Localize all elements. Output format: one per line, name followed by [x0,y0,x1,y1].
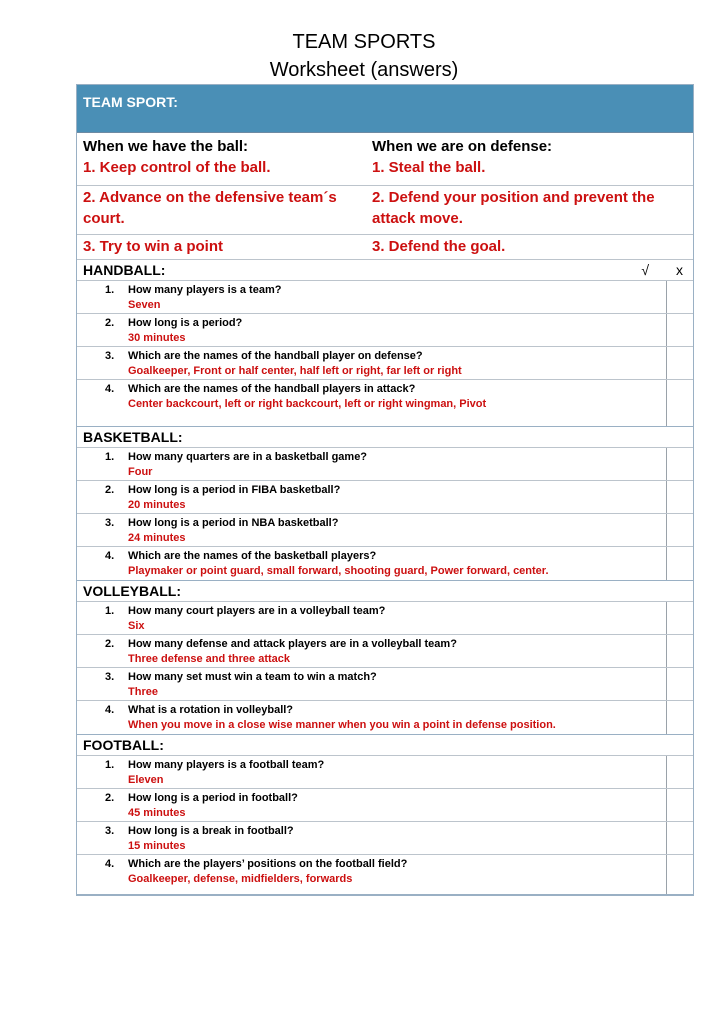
check-column-label: √ [641,262,649,278]
answer-text: Three defense and three attack [128,653,291,665]
question-text: Which are the names of the basketball players? [128,550,377,562]
question-text: How long is a period in football? [128,792,298,804]
mark-checkbox[interactable] [666,789,693,821]
question-number: 1. [105,605,115,617]
question-text: How many players is a team? [128,284,282,296]
mark-checkbox[interactable] [666,701,693,734]
section-volleyball [77,581,693,735]
question-row [77,281,693,314]
mark-checkbox[interactable] [666,822,693,854]
mark-checkbox[interactable] [666,756,693,788]
answer-text: 15 minutes [128,840,186,852]
question-number: 3. [105,825,115,837]
section-title: HANDBALL: [83,262,166,278]
question-number: 4. [105,704,115,716]
question-text: How many defense and attack players are in a volleyball team? [128,638,457,650]
attack-column-cell [77,135,366,185]
attack-item-2: 2. Advance on the defensive team´s court. [83,189,337,227]
question-row [77,481,693,514]
mark-checkbox[interactable] [666,481,693,513]
question-number: 1. [105,284,115,296]
question-number: 3. [105,671,115,683]
question-number: 1. [105,759,115,771]
mark-checkbox[interactable] [666,448,693,480]
question-number: 2. [105,638,115,650]
question-row [77,635,693,668]
section-heading [77,581,693,602]
question-text: Which are the names of the handball player on defense? [128,350,423,362]
question-text: Which are the names of the handball players in attack? [128,383,416,395]
mark-checkbox[interactable] [666,380,693,426]
question-row [77,448,693,481]
section-title: BASKETBALL: [83,429,183,445]
mark-checkbox[interactable] [666,602,693,634]
section-handball [77,260,693,427]
question-number: 1. [105,451,115,463]
question-row [77,347,693,380]
question-row [77,380,693,426]
sports-sections [77,260,693,895]
answer-text: Eleven [128,774,164,786]
question-text: Which are the players’ positions on the football field? [128,858,408,870]
question-number: 4. [105,550,115,562]
question-row [77,756,693,789]
answer-text: 30 minutes [128,332,186,344]
cross-column-label: x [676,262,683,278]
section-heading [77,427,693,448]
answer-text: Playmaker or point guard, small forward, shooting guard, Power forward, center. [128,565,549,577]
question-row [77,314,693,347]
question-number: 3. [105,517,115,529]
phases-row-2 [77,186,693,235]
page-subtitle: Worksheet (answers) [269,59,459,81]
answer-text: When you move in a close wise manner when you win a point in defense position. [128,719,556,731]
mark-checkbox[interactable] [666,635,693,667]
defense-column-cell [366,135,693,185]
answer-text: Seven [128,299,161,311]
question-row [77,668,693,701]
defense-heading: When we are on defense: [372,138,553,155]
question-number: 2. [105,484,115,496]
worksheet-table [76,84,694,896]
answer-text: Six [128,620,145,632]
mark-checkbox[interactable] [666,347,693,379]
question-text: How many quarters are in a basketball game? [128,451,368,463]
question-row [77,855,693,894]
phases-row-3 [77,235,693,260]
mark-checkbox[interactable] [666,668,693,700]
question-text: How many set must win a team to win a match? [128,671,377,683]
question-row [77,822,693,855]
answer-text: 20 minutes [128,499,186,511]
section-title: FOOTBALL: [83,737,164,753]
section-football [77,735,693,895]
answer-text: 24 minutes [128,532,186,544]
section-heading [77,735,693,756]
attack-item-3: 3. Try to win a point [83,238,224,255]
team-sport-banner: TEAM SPORT: [77,85,693,133]
question-text: How long is a period in NBA basketball? [128,517,339,529]
question-row [77,547,693,580]
page-title: TEAM SPORTS [292,31,436,53]
answer-text: Center backcourt, left or right backcourt, left or right wingman, Pivot [128,398,487,410]
question-number: 4. [105,383,115,395]
mark-checkbox[interactable] [666,281,693,313]
section-basketball [77,427,693,581]
defense-item-2: 2. Defend your position and prevent the attack move. [372,189,655,227]
section-heading [77,260,693,281]
phases-row-1 [77,133,693,186]
answer-text: Goalkeeper, defense, midfielders, forwards [128,873,353,885]
defense-item-3: 3. Defend the goal. [372,238,506,255]
attack-item-1: 1. Keep control of the ball. [83,159,271,176]
question-row [77,789,693,822]
answer-text: Four [128,466,153,478]
answer-text: 45 minutes [128,807,186,819]
question-row [77,701,693,734]
question-text: How long is a period? [128,317,243,329]
question-number: 2. [105,792,115,804]
answer-text: Three [128,686,158,698]
mark-checkbox[interactable] [666,314,693,346]
question-text: How many players is a football team? [128,759,325,771]
mark-checkbox[interactable] [666,547,693,580]
question-text: How long is a break in football? [128,825,294,837]
mark-checkbox[interactable] [666,514,693,546]
question-number: 2. [105,317,115,329]
question-text: What is a rotation in volleyball? [128,704,294,716]
section-title: VOLLEYBALL: [83,583,181,599]
question-row [77,602,693,635]
mark-checkbox[interactable] [666,855,693,894]
question-number: 4. [105,858,115,870]
question-number: 3. [105,350,115,362]
question-row [77,514,693,547]
question-text: How many court players are in a volleyball team? [128,605,386,617]
question-text: How long is a period in FIBA basketball? [128,484,341,496]
answer-text: Goalkeeper, Front or half center, half left or right, far left or right [128,365,462,377]
attack-heading: When we have the ball: [83,138,249,155]
defense-item-1: 1. Steal the ball. [372,159,486,176]
